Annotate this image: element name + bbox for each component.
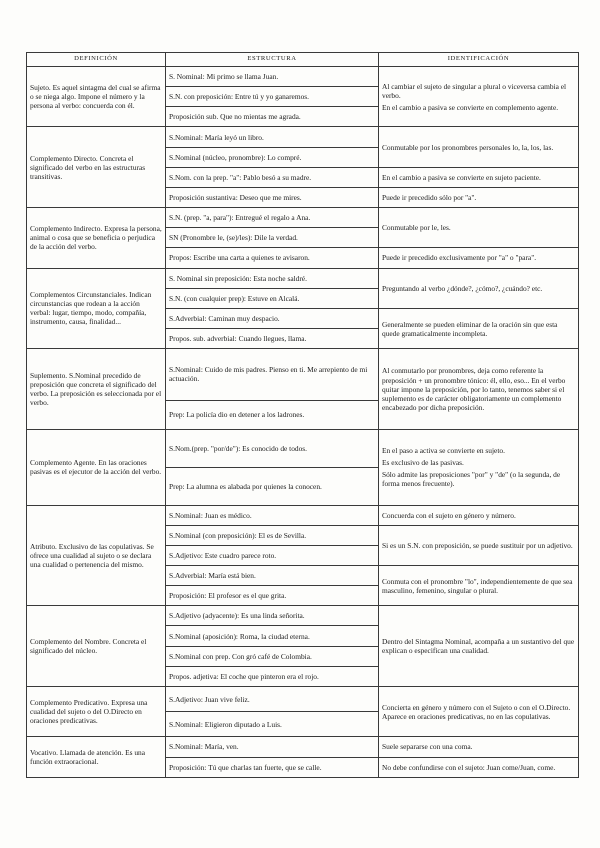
- definition-cell: Vocativo. Llamada de atención. Es una función extraoracional.: [27, 737, 166, 778]
- table-row: [27, 67, 579, 87]
- table-row: [27, 349, 579, 400]
- table-row: [27, 505, 579, 525]
- structure-cell: Proposición sustantiva: Deseo que me mires.: [166, 187, 379, 207]
- structure-cell: S.Nominal (núcleo, pronombre): Lo compré.: [166, 147, 379, 167]
- identification-line: Es exclusivo de las pasivas.: [382, 458, 464, 468]
- table-row: [27, 606, 579, 626]
- structure-cell: S.Nominal con prep. Con gró café de Colombia.: [166, 646, 379, 666]
- structure-cell: S.N. con preposición: Entre tú y yo ganaremos.: [166, 87, 379, 107]
- identification-cell: Dentro del Sintagma Nominal, acompaña a un sustantivo del que explican o especifican una cualidad.: [379, 606, 579, 687]
- structure-cell: S. Nominal sin preposición: Esta noche saldré.: [166, 268, 379, 288]
- identification-cell: [379, 429, 579, 505]
- structure-cell: Proposición sub. Que no mientas me agrada.: [166, 107, 379, 127]
- identification-cell: Conmutable por los pronombres personales lo, la, los, las.: [379, 127, 579, 167]
- identification-cell: Concierta en género y número con el Sujeto o con el O.Directo. Aparece en oraciones predicativas, no en las copulativas.: [379, 686, 579, 736]
- identification-cell: Conmutable por le, les.: [379, 208, 579, 248]
- structure-cell: Prep: La alumna es alabada por quienes la conocen.: [166, 467, 379, 505]
- definition-cell: Complemento del Nombre. Concreta el significado del núcleo.: [27, 606, 166, 687]
- definition-cell: Complemento Directo. Concreta el significado del verbo en las estructuras transitivas.: [27, 127, 166, 208]
- structure-cell: S.Adjetivo: Este cuadro parece roto.: [166, 545, 379, 565]
- table-row: [27, 429, 579, 467]
- identification-cell: Conmuta con el pronombre "lo", independientemente de que sea masculino, femenino, singular o plural.: [379, 566, 579, 606]
- header-definicion: DEFINICIÓN: [27, 53, 166, 67]
- header-row: [27, 53, 579, 67]
- identification-line: Sólo admite las preposiciones "por" y "de" (o la segunda, de forma menos frecuente).: [382, 470, 561, 489]
- structure-cell: S.Nominal (con preposición): El es de Sevilla.: [166, 525, 379, 545]
- table-row: [27, 686, 579, 711]
- table-row: [27, 737, 579, 757]
- structure-cell: SN (Pronombre le, (se)/les): Dile la verdad.: [166, 228, 379, 248]
- structure-cell: S.Nom. con la prep. "a": Pablo besó a su madre.: [166, 167, 379, 187]
- identification-cell: Puede ir precedido exclusivamente por "a" o "para".: [379, 248, 579, 268]
- structure-cell: S.Adverbial: Caminan muy despacio.: [166, 308, 379, 328]
- definition-cell: Complemento Indirecto. Expresa la persona, animal o cosa que se beneficia o perjudica de la acción del verbo.: [27, 208, 166, 268]
- identification-line: En el paso a activa se convierte en sujeto.: [382, 446, 505, 456]
- structure-cell: S.Adjetivo: Juan vive feliz.: [166, 686, 379, 711]
- structure-cell: S.N. (prep. "a, para"): Entregué el regalo a Ana.: [166, 208, 379, 228]
- structure-cell: S.Nominal: Cuido de mis padres. Pienso en ti. Me arrepiento de mi actuación.: [166, 349, 379, 400]
- table-row: [27, 208, 579, 228]
- structure-cell: Proposición: Tú que charlas tan fuerte, que se calle.: [166, 757, 379, 777]
- definition-cell: Atributo. Exclusivo de las copulativas. Se ofrece una cualidad al sujeto o se declara una cualidad o pertenencia del mismo.: [27, 505, 166, 606]
- identification-line: Al cambiar el sujeto de singular a plural o viceversa cambia el verbo.: [382, 81, 567, 100]
- definition-cell: Complemento Predicativo. Expresa una cualidad del sujeto o del O.Directo en oraciones predicativas.: [27, 686, 166, 736]
- identification-cell: Puede ir precedido sólo por "a".: [379, 187, 579, 207]
- structure-cell: S.Adverbial: María está bien.: [166, 566, 379, 586]
- definition-cell: Suplemento. S.Nominal precedido de preposición que concreta el significado del verbo. La preposición es seleccionada por el verbo.: [27, 349, 166, 430]
- structure-cell: S.Nom.(prep. "por/de"): Es conocido de todos.: [166, 429, 379, 467]
- structure-cell: Proposición: El profesor es el que grita.: [166, 586, 379, 606]
- structure-cell: Propos: Escribe una carta a quienes te avisaron.: [166, 248, 379, 268]
- structure-cell: S.Nominal: María, ven.: [166, 737, 379, 757]
- structure-cell: S. Nominal: Mi primo se llama Juan.: [166, 67, 379, 87]
- structure-cell: Propos. adjetiva: El coche que pinteron era el rojo.: [166, 666, 379, 686]
- identification-cell: No debe confundirse con el sujeto: Juan come/Juan, come.: [379, 757, 579, 777]
- header-identificacion: IDENTIFICACIÓN: [379, 53, 579, 67]
- definition-cell: Complementos Circunstanciales. Indican circunstancias que rodean a la acción verbal: lugar, tiempo, modo, compañía, instrumento, causa, finalidad...: [27, 268, 166, 349]
- structure-cell: S.Nominal: María leyó un libro.: [166, 127, 379, 147]
- structure-cell: Propos. sub. adverbial: Cuando llegues, llama.: [166, 329, 379, 349]
- identification-cell: Generalmente se pueden eliminar de la oración sin que esta quede gramaticalmente incompleta.: [379, 308, 579, 348]
- identification-cell: Al conmutarlo por pronombres, deja como referente la preposición + un pronombre tónico: él, ello, eso... En el verbo quitar impone la preposición, por lo tanto, tenemos saber si el suplemento es de carácter obligatoriamente un complemento encabezado por dicha preposición.: [379, 349, 579, 430]
- definition-cell: Sujeto. Es aquel sintagma del cual se afirma o se niega algo. Impone el número y la persona al verbo: concuerda con él.: [27, 67, 166, 127]
- structure-cell: Prep: La policía dio en detener a los ladrones.: [166, 400, 379, 429]
- identification-cell: Si es un S.N. con preposición, se puede sustituir por un adjetivo.: [379, 525, 579, 565]
- identification-line: En el cambio a pasiva se convierte en complemento agente.: [382, 102, 559, 112]
- header-estructura: ESTRUCTURA: [166, 53, 379, 67]
- identification-cell: Suele separarse con una coma.: [379, 737, 579, 757]
- identification-cell: Concuerda con el sujeto en género y número.: [379, 505, 579, 525]
- syntax-functions-table: [26, 52, 579, 778]
- table-row: [27, 268, 579, 288]
- structure-cell: S.N. (con cualquier prep): Estuve en Alcalá.: [166, 288, 379, 308]
- identification-cell: En el cambio a pasiva se convierte en sujeto paciente.: [379, 167, 579, 187]
- identification-cell: Preguntando al verbo ¿dónde?, ¿cómo?, ¿cuándo? etc.: [379, 268, 579, 308]
- structure-cell: S.Nominal: Eligieron diputado a Luis.: [166, 712, 379, 737]
- table-row: [27, 127, 579, 147]
- structure-cell: S.Adjetivo (adyacente): Es una linda señorita.: [166, 606, 379, 626]
- structure-cell: S.Nominal (aposición): Roma, la ciudad eterna.: [166, 626, 379, 646]
- structure-cell: S.Nominal: Juan es médico.: [166, 505, 379, 525]
- identification-cell: [379, 67, 579, 127]
- definition-cell: Complemento Agente. En las oraciones pasivas es el ejecutor de la acción del verbo.: [27, 429, 166, 505]
